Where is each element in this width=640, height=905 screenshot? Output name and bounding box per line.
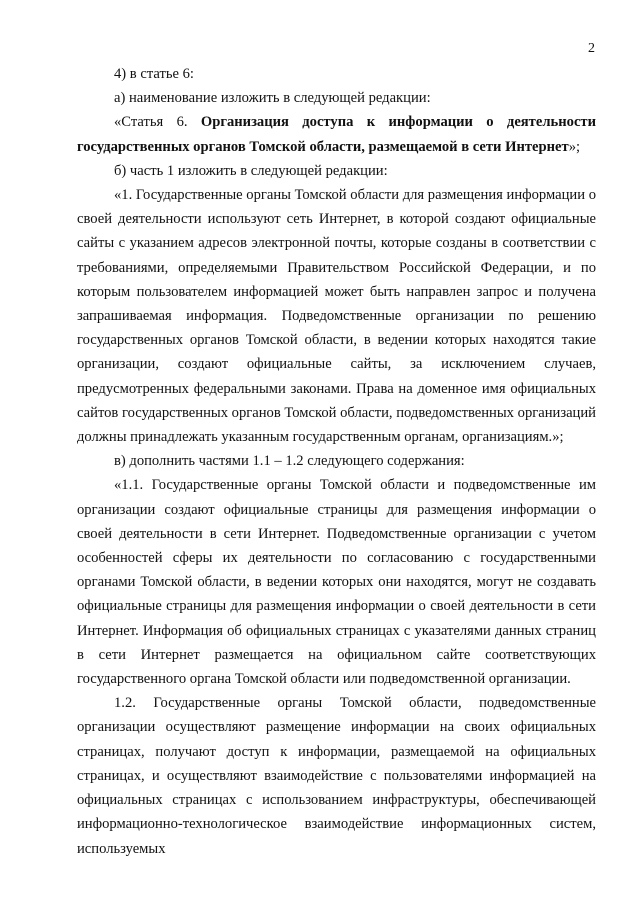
item-4-heading: 4) в статье 6: [114, 66, 194, 82]
part-1-2-text: 1.2. Государственные органы Томской области, подведомственные организации осуществляют размещение информации на своих официальных страницах, получают доступ к информации, размещаемой на официальных страницах, и осуществляют взаимодействие с пользователями информацией на официальных страницах с использованием инфраструктуры, обеспечивающей информационно-технологическое взаимодействие информационных систем, используемых [77, 695, 596, 857]
document-body [77, 62, 596, 861]
item-b: б) часть 1 изложить в следующей редакции: [114, 162, 388, 179]
article-title-open: «Статья 6. [114, 114, 201, 131]
article-title-bold: Организация доступа к информации о деятельности государственных органов Томской области, размещаемой в сети Интернет [77, 114, 596, 155]
item-v: в) дополнить частями 1.1 – 1.2 следующего содержания: [114, 453, 465, 470]
part-1-text: «1. Государственные органы Томской области для размещения информации о своей деятельности используют сеть Интернет, в которой создают официальные сайты с указанием адресов электронной почты, которые созданы в соответствии с требованиями, определяемыми Правительством Российской Федерации, и по которым пользователем информацией может быть направлен запрос и получена запрашиваемая информация. Подведомственные организации по решению государственных органов Томской области, в ведении которых находятся такие организации, создают официальные сайты, за исключением случаев, предусмотренных федеральными законами. Права на доменное имя официальных сайтов государственных органов Томской области, подведомственных организаций должны принадлежать указанным государственным органам, организациям.»; [77, 187, 596, 446]
item-a: а) наименование изложить в следующей редакции: [114, 90, 431, 107]
article-title-close: »; [568, 138, 581, 155]
part-1-1-text: «1.1. Государственные органы Томской области и подведомственные им организации создают официальные страницы для размещения информации о своей деятельности в сети Интернет. Подведомственные организации с учетом особенностей сферы их деятельности по согласованию с государственными органами Томской области, в ведении которых они находятся, могут не создавать официальные страницы для размещения информации о своей деятельности в сети Интернет. Информация об официальных страницах с указателями данных страниц в сети Интернет размещается на официальном сайте соответствующих государственного органа Томской области или подведомственной организации. [77, 477, 596, 688]
article-6-title [77, 110, 596, 158]
page-number: 2 [588, 41, 595, 56]
